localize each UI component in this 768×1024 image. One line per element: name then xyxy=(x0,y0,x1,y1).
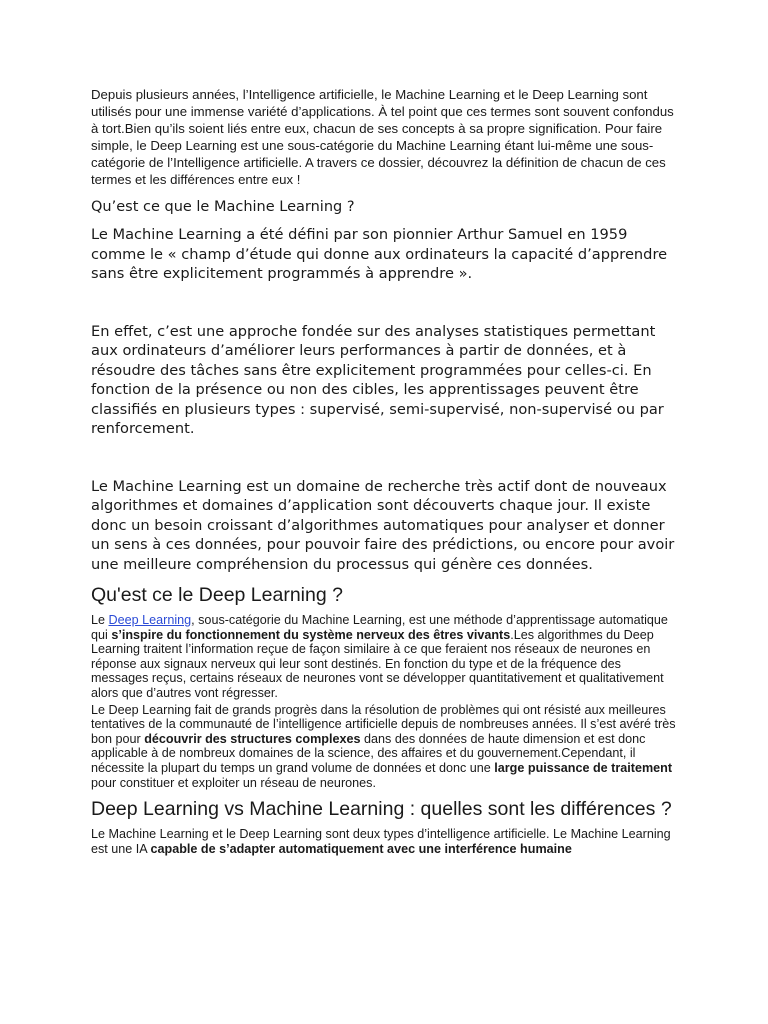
intro-paragraph: Depuis plusieurs années, l’Intelligence artificielle, le Machine Learning et le Deep Learning sont utilisés pour une immense variété d’applications. À tel point que ces termes sont souvent confondus à tort.Bien qu’ils soient liés entre eux, chacun de ses concepts à sa propre signification. Pour faire simple, le Deep Learning est une sous-catégorie du Machine Learning étant lui-même une sous-catégorie de l’Intelligence artificielle. A travers ce dossier, découvrez la définition de chacun de ces termes et les différences entre eux ! xyxy=(91,87,674,187)
vs-p1-text-a: Le Machine Learning et le Deep Learning sont deux types d’intelligence artificielle. Le Machine Learning est une IA xyxy=(91,827,671,856)
document-page xyxy=(91,86,681,856)
dl-paragraph-1 xyxy=(91,613,681,701)
dl-p2-text-b: dans des données de haute dimension et est donc applicable à de nombreux domaines de la science, des affaires et du gouvernement.Cependant, il nécessite la plupart du temps un grand volume de données et donc une xyxy=(91,731,646,775)
dl-p2-bold-2: large puissance de traitement xyxy=(494,760,673,775)
dl-p2-text-c: pour constituer et exploiter un réseau de neurones. xyxy=(91,775,376,790)
dl-p1-text-c: .Les algorithmes du Deep Learning traitent l’information reçue de façon similaire à ce que feraient nos réseaux de neurones en réponse aux signaux nerveux qui leur sont destinés. En fonction du type et de la fréquence des messages reçus, certains réseaux de neurones vont se développer quantitativement et qualitativement alors que d’autres vont régresser. xyxy=(91,627,664,700)
ml-paragraph-3: Le Machine Learning est un domaine de recherche très actif dont de nouveaux algorithmes et domaines d’application sont découverts chaque jour. Il existe donc un besoin croissant d’algorithmes automatiques pour analyser et donner un sens à ces données, pour pouvoir faire des prédictions, ou encore pour avoir une meilleure compréhension du processus qui génère ces données. xyxy=(91,477,675,573)
dl-p1-text-b: , sous-catégorie du Machine Learning, est une méthode d’apprentissage automatique qui xyxy=(91,613,668,642)
deep-learning-link[interactable]: Deep Learning xyxy=(108,613,192,627)
dl-p1-bold: s’inspire du fonctionnement du système nerveux des êtres vivants xyxy=(111,627,511,642)
ml-heading: Qu’est ce que le Machine Learning ? xyxy=(91,199,355,215)
ml-paragraph-1: Le Machine Learning a été défini par son pionnier Arthur Samuel en 1959 comme le « champ d’étude qui donne aux ordinateurs la capacité d’apprendre sans être explicitement programmés à apprendre ». xyxy=(91,226,668,282)
vs-heading: Deep Learning vs Machine Learning : quelles sont les différences ? xyxy=(91,798,672,821)
ml-paragraph-2: En effet, c’est une approche fondée sur des analyses statistiques permettant aux ordinateurs d’améliorer leurs performances à partir de données, et à résoudre des tâches sans être explicitement programmées pour celles-ci. En fonction de la présence ou non des cibles, les apprentissages peuvent être classifiés en plusieurs types : supervisé, semi-supervisé, non-supervisé ou par renforcement. xyxy=(91,322,664,437)
vs-p1-bold: capable de s’adapter automatiquement avec une interférence humaine xyxy=(150,841,572,856)
dl-paragraph-2 xyxy=(91,703,681,791)
vs-paragraph-1 xyxy=(91,827,681,856)
dl-p1-text-a: Le xyxy=(91,613,109,627)
dl-heading: Qu'est ce le Deep Learning ? xyxy=(91,584,343,606)
dl-p2-bold-1: découvrir des structures complexes xyxy=(144,731,361,746)
dl-p2-text-a: Le Deep Learning fait de grands progrès dans la résolution de problèmes qui ont résisté aux meilleures tentatives de la communauté de l’intelligence artificielle depuis de nombreuses années. Il s’est avéré très bon pour xyxy=(91,702,676,746)
